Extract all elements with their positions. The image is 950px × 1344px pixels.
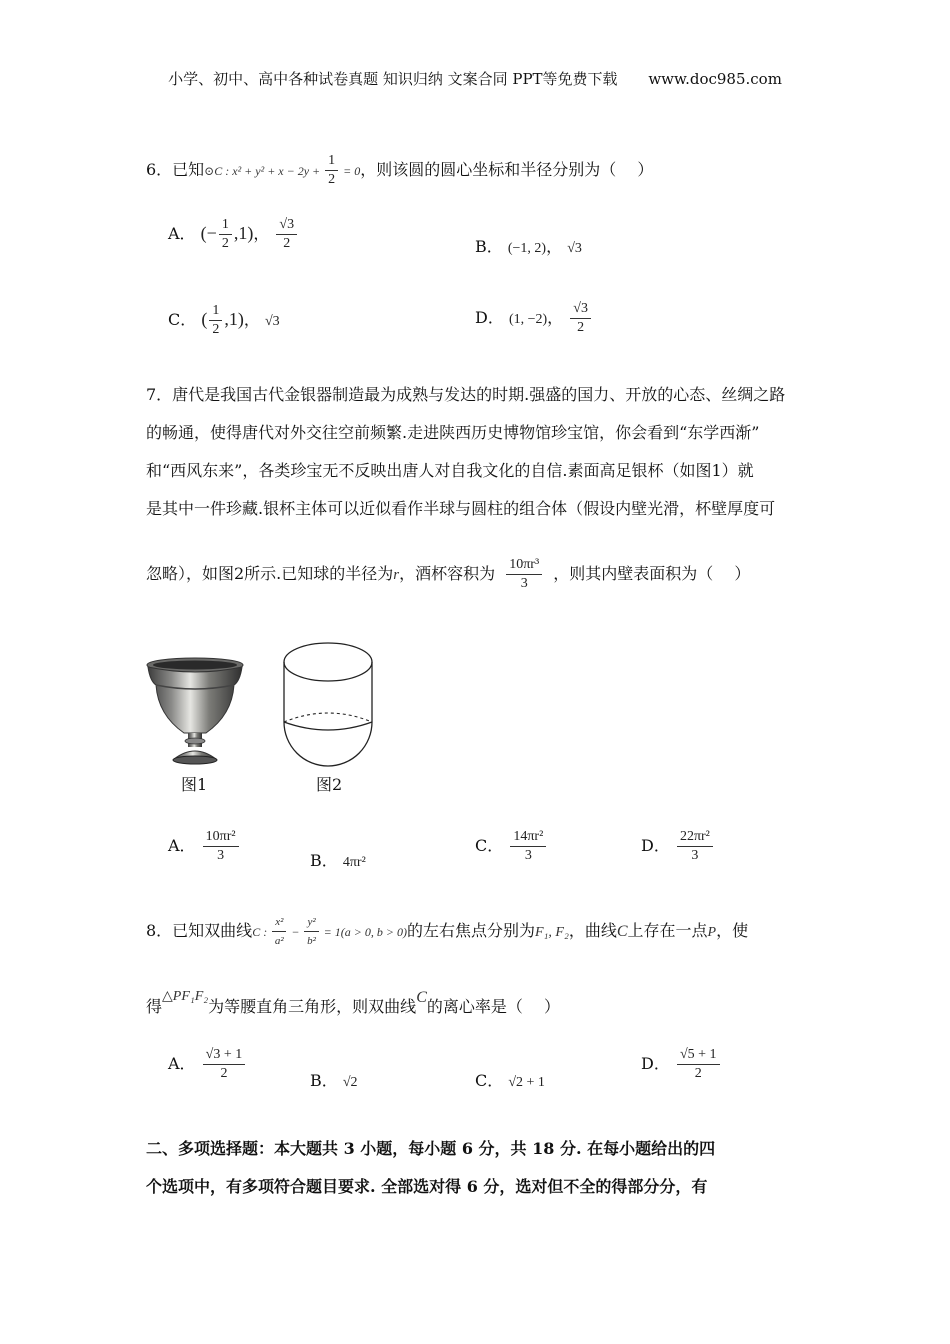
q6-option-a: A． (− $\frac{1}{2}$ ,1)， $\frac{√3}{2}$ [168, 216, 299, 253]
q8-stem-line1: 8．已知双曲线C : $\frac{\text{x²}}{\text{a²}}$ − $\frac{\text{y²}}{\text{b²}}$ = 1(a > 0, b > 0)的左右焦点分别为F₁, F₂，曲线C上存在一点P，使 [146, 913, 748, 950]
silver-cup-figure [144, 655, 246, 767]
header-text: 小学、初中、高中各种试卷真题 知识归纳 文案合同 PPT等免费下载 [168, 70, 618, 88]
fig1-caption: 图1 [181, 775, 208, 794]
q7-stem-end: 忽略），如图2所示.已知球的半径为r，酒杯容积为 $\frac{\text{10πr³}}{3}$ ，则其内壁表面积为（ ） [146, 557, 751, 591]
q6-option-c: C． ( $\frac{1}{2}$ ,1)， √3 [168, 303, 280, 337]
fig2-caption: 图2 [316, 775, 343, 794]
q8-stem-line2: 得△PF₁F₂为等腰直角三角形，则双曲线C的离心率是（ ） [146, 989, 560, 1016]
q7-option-c: C． $\frac{\text{14πr²}}{3}$ [475, 828, 548, 865]
q7-paragraph: 7．唐代是我国古代金银器制造最为成熟与发达的时期.强盛的国力、开放的心态、丝绸之路 的畅通，使得唐代对外交往空前频繁.走进陕西历史博物馆珍宝馆，你会看到“东学西渐” 和“西风东来”，各类珍宝无不反映出唐人对自我文化的自信.素面高足银杯（如图1）就 是其中一件珍藏.银杯主体可以近似看作半球与圆柱的组合体（假设内壁光滑，杯壁厚度可 [146, 385, 786, 518]
q8-option-b: B． √2 [310, 1071, 358, 1090]
q8-option-d: D． $\frac{√5 + 1}{2}$ [641, 1046, 722, 1083]
q6-eq-fraction: $\frac{1}{2}$ [325, 152, 338, 189]
cup-diagram-figure [280, 640, 376, 772]
q8-option-c: C． √2 + 1 [475, 1071, 545, 1090]
q7-option-b: B． 4πr² [310, 851, 366, 870]
page-header [0, 68, 950, 89]
q6-option-b: B． (−1, 2)， √3 [475, 237, 582, 256]
q7-option-a: A． $\frac{\text{10πr²}}{3}$ [168, 828, 241, 865]
q6-stem: 6．已知⊙C : x² + y² + x − 2y + $\frac{1}{2}$ = 0，则该圆的圆心坐标和半径分别为（ ） [146, 153, 654, 187]
q6-option-d: D． (1, −2)， $\frac{√3}{2}$ [475, 300, 593, 337]
q7-option-d: D． $\frac{\text{22πr²}}{3}$ [641, 828, 715, 865]
section2-heading: 二、多项选择题：本大题共 3 小题，每小题 6 分，共 18 分. 在每小题给出的四 个选项中，有多项符合题目要求. 全部选对得 6 分，选对但不全的得部分分，有 [146, 1139, 716, 1196]
header-site: www.doc985.com [648, 70, 782, 88]
q8-option-a: A． $\frac{√3 + 1}{2}$ [168, 1046, 247, 1083]
